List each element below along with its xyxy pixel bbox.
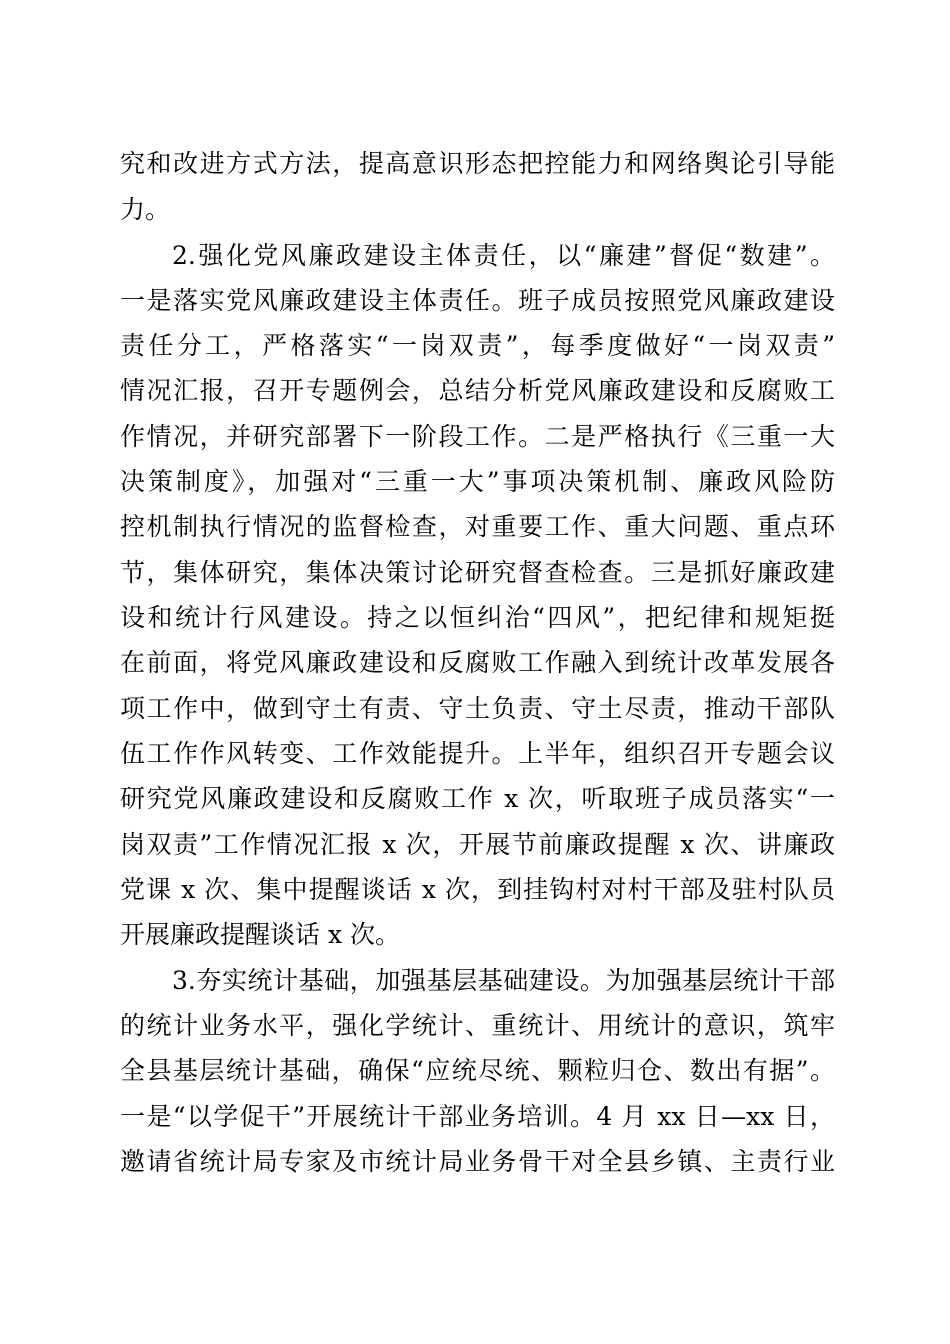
text-line-13: 项工作中，做到守土有责、守土负责、守土尽责，推动干部队 (120, 694, 835, 723)
text-line-5: 责任分工，严格落实“一岗双责”，每季度做好“一岗双责” (120, 331, 835, 360)
text-line-1: 究和改进方式方法，提高意识形态把控能力和网络舆论引导能 (120, 149, 835, 178)
text-line-20: 的统计业务水平，强化学统计、重统计、用统计的意识，筑牢 (120, 1011, 835, 1040)
text-line-22: 一是“以学促干”开展统计干部业务培训。4 月 xx 日—xx 日， (120, 1102, 835, 1131)
text-line-7: 作情况，并研究部署下一阶段工作。二是严格执行《三重一大 (120, 422, 835, 451)
text-line-16: 岗双责”工作情况汇报 x 次，开展节前廉政提醒 x 次、讲廉政 (120, 830, 835, 859)
text-line-10: 节，集体研究，集体决策讨论研究督查检查。三是抓好廉政建 (120, 558, 835, 587)
text-line-18: 开展廉政提醒谈话 x 次。 (120, 920, 400, 949)
text-line-21: 全县基层统计基础，确保“应统尽统、颗粒归仓、数出有据”。 (120, 1056, 835, 1085)
section-heading-3: 3.夯实统计基础，加强基层基础建设。为加强基层统计干部 (172, 966, 835, 995)
text-line-17: 党课 x 次、集中提醒谈话 x 次，到挂钩村对村干部及驻村队员 (120, 875, 835, 904)
text-line-15: 研究党风廉政建设和反腐败工作 x 次，听取班子成员落实“一 (120, 784, 835, 813)
text-line-8: 决策制度》，加强对“三重一大”事项决策机制、廉政风险防 (120, 467, 835, 496)
text-line-4: 一是落实党风廉政建设主体责任。班子成员按照党风廉政建设 (120, 286, 835, 315)
text-line-23: 邀请省统计局专家及市统计局业务骨干对全县乡镇、主责行业 (120, 1147, 835, 1176)
text-line-11: 设和统计行风建设。持之以恒纠治“四风”，把纪律和规矩挺 (120, 603, 835, 632)
section-heading-2: 2.强化党风廉政建设主体责任，以“廉建”督促“数建”。 (172, 241, 835, 270)
text-line-6: 情况汇报，召开专题例会，总结分析党风廉政建设和反腐败工 (120, 376, 835, 405)
text-line-14: 伍工作作风转变、工作效能提升。上半年，组织召开专题会议 (120, 739, 835, 768)
text-line-9: 控机制执行情况的监督检查，对重要工作、重大问题、重点环 (120, 512, 835, 541)
text-line-12: 在前面，将党风廉政建设和反腐败工作融入到统计改革发展各 (120, 648, 835, 677)
text-line-2: 力。 (120, 195, 171, 224)
